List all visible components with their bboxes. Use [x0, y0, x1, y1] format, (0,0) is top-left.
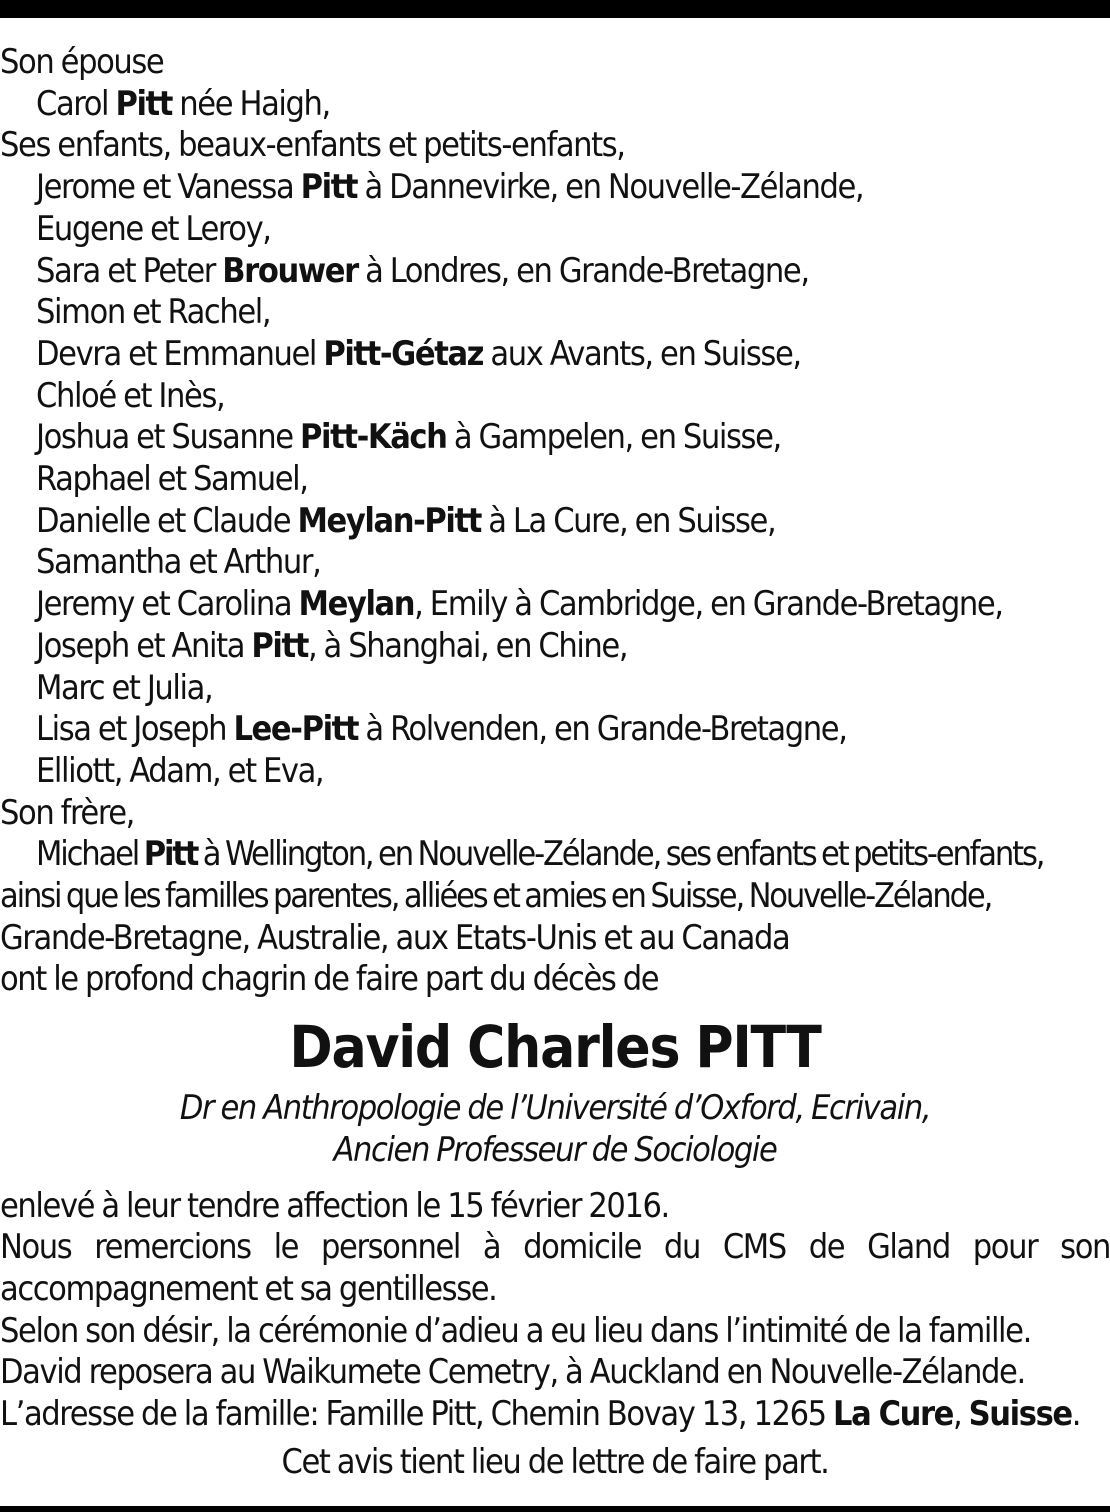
- family-surname: Brouwer: [222, 250, 358, 291]
- deceased-title: Dr en Anthropologie de l’Université d’Oxford, Ecrivain,: [179, 1088, 931, 1129]
- family-line: Marc et Julia,: [36, 667, 213, 708]
- family-surname: Pitt: [115, 83, 172, 124]
- family-surname: Pitt: [143, 834, 198, 875]
- family-surname: Meylan: [298, 584, 415, 625]
- family-line: Eugene et Leroy,: [36, 208, 271, 249]
- family-line: Carol Pitt née Haigh,: [36, 83, 330, 124]
- family-line: Chloé et Inès,: [36, 375, 225, 416]
- family-line: Ses enfants, beaux-enfants et petits-enfants,: [0, 125, 625, 166]
- family-line: Michael Pitt à Wellington, en Nouvelle-Zélande, ses enfants et petits-enfants,: [36, 834, 1044, 875]
- family-line: Devra et Emmanuel Pitt-Gétaz aux Avants, en Suisse,: [36, 333, 801, 374]
- family-line: Grande-Bretagne, Australie, aux Etats-Unis et au Canada: [0, 917, 790, 958]
- announcement-line: ont le profond chagrin de faire part du décès de: [0, 959, 659, 1000]
- family-line: Sara et Peter Brouwer à Londres, en Grande-Bretagne,: [36, 250, 809, 291]
- closing-paragraph: Nous remercions le personnel à domicile du CMS de Gland pour son accompagnement et sa gentillesse.: [0, 1227, 1110, 1309]
- address-town: La Cure: [833, 1394, 954, 1435]
- family-line: Son frère,: [0, 792, 134, 833]
- family-surname: Meylan-Pitt: [297, 500, 481, 541]
- top-border-rule: [0, 0, 1110, 18]
- spacer: [0, 1172, 1110, 1186]
- family-surname: Pitt-Käch: [300, 417, 447, 458]
- family-line: Son épouse: [0, 42, 164, 82]
- family-line: Simon et Rachel,: [36, 292, 271, 333]
- obituary-notice: [0, 42, 1110, 1484]
- family-surname: Lee-Pitt: [233, 709, 359, 750]
- deceased-name: David Charles PITT: [289, 1013, 821, 1082]
- closing-line: Selon son désir, la cérémonie d’adieu a eu lieu dans l’intimité de la famille.: [0, 1310, 1031, 1351]
- family-line: Jerome et Vanessa Pitt à Dannevirke, en Nouvelle-Zélande,: [36, 167, 864, 208]
- family-line: Lisa et Joseph Lee-Pitt à Rolvenden, en Grande-Bretagne,: [36, 709, 847, 750]
- family-line: Danielle et Claude Meylan-Pitt à La Cure, en Suisse,: [36, 500, 776, 541]
- family-surname: Pitt: [251, 625, 308, 666]
- deceased-title: Ancien Professeur de Sociologie: [333, 1129, 777, 1170]
- family-line: Raphael et Samuel,: [36, 459, 308, 500]
- family-surname: Pitt: [300, 167, 358, 208]
- family-line: Samantha et Arthur,: [36, 542, 321, 583]
- family-line: Joshua et Susanne Pitt-Käch à Gampelen, en Suisse,: [36, 417, 781, 458]
- family-line: Joseph et Anita Pitt, à Shanghai, en Chine,: [36, 625, 628, 666]
- family-line: ainsi que les familles parentes, alliées et amies en Suisse, Nouvelle-Zélande,: [0, 876, 992, 917]
- closing-line: enlevé à leur tendre affection le 15 février 2016.: [0, 1185, 669, 1226]
- family-line: Elliott, Adam, et Eva,: [36, 750, 324, 791]
- closing-line: David reposera au Waikumete Cemetry, à Auckland en Nouvelle-Zélande.: [0, 1352, 1025, 1393]
- family-address: L’adresse de la famille: Famille Pitt, Chemin Bovay 13, 1265 La Cure, Suisse.: [0, 1394, 1081, 1435]
- family-line: Jeremy et Carolina Meylan, Emily à Cambridge, en Grande-Bretagne,: [36, 584, 1003, 625]
- final-note: Cet avis tient lieu de lettre de faire part.: [281, 1441, 829, 1482]
- family-surname: Pitt-Gétaz: [323, 333, 484, 374]
- address-country: Suisse: [968, 1394, 1072, 1435]
- bottom-border-rule: [0, 1506, 1110, 1512]
